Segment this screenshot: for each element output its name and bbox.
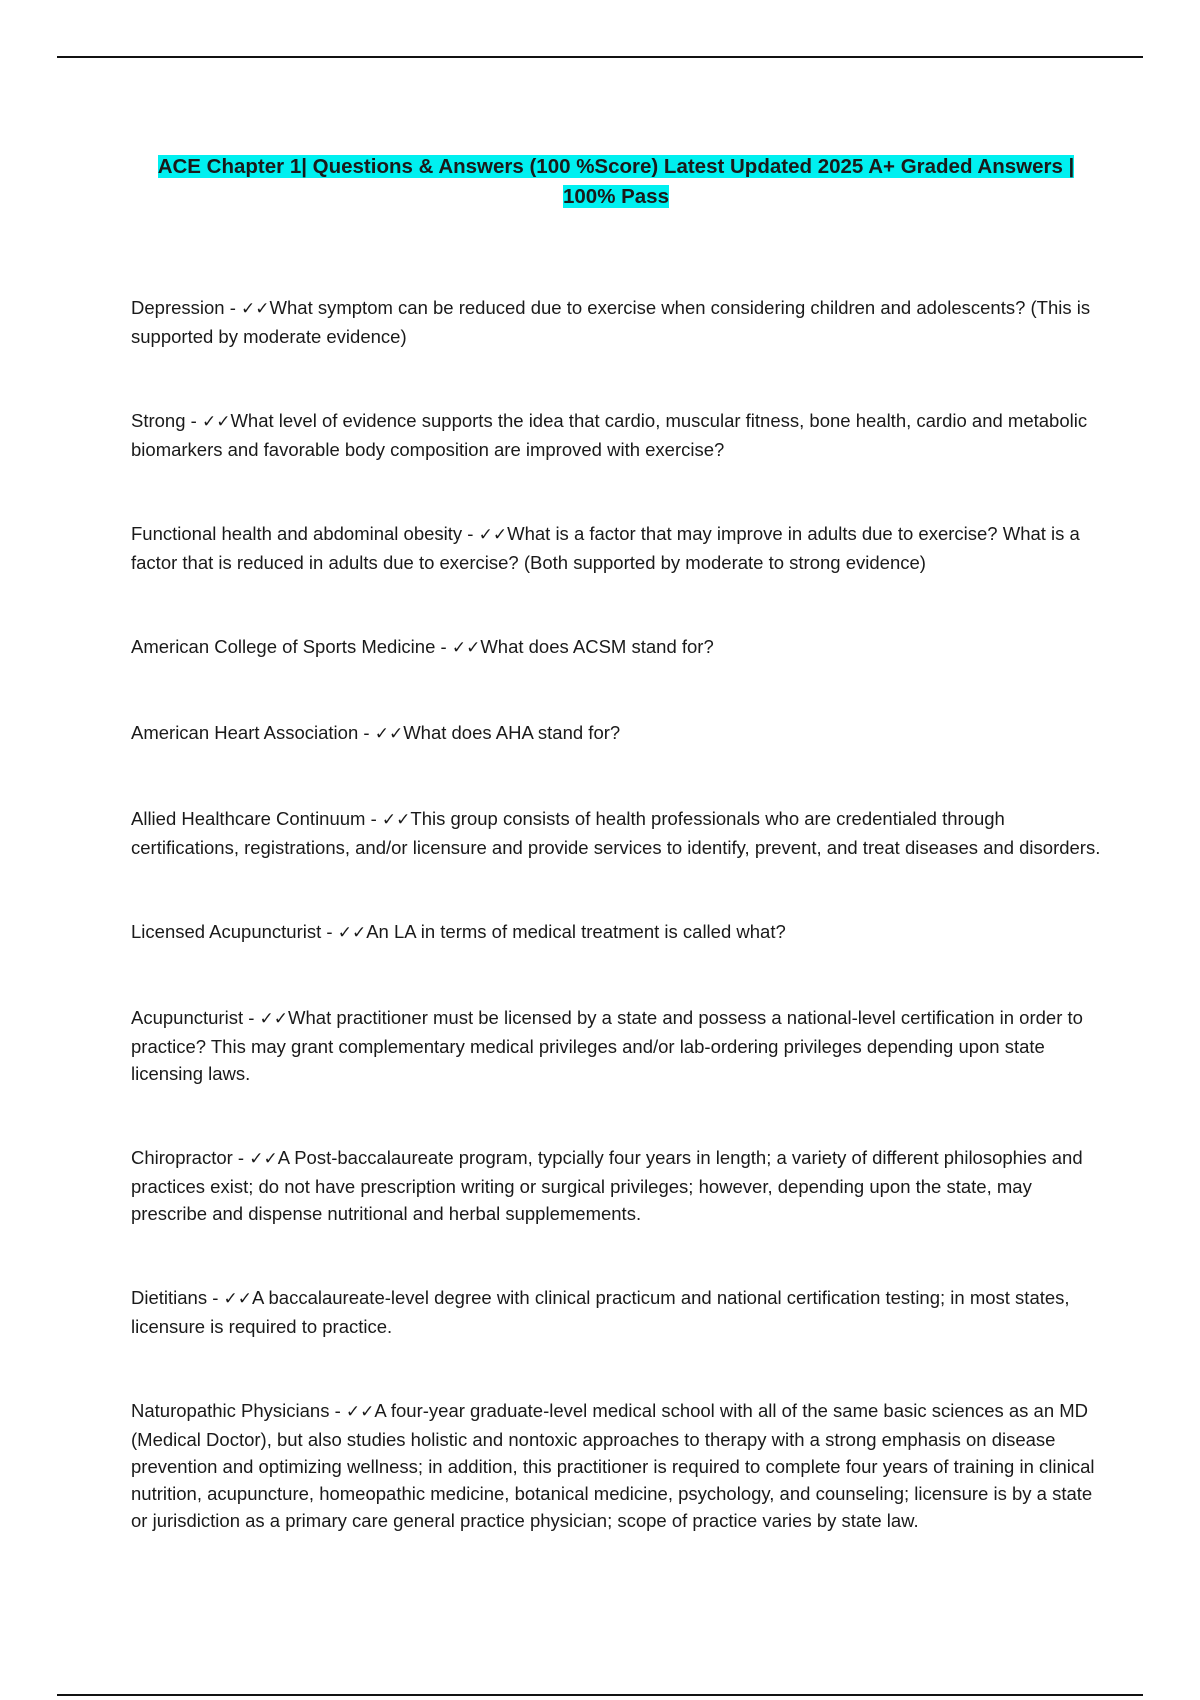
qa-answer: Depression [131, 297, 225, 318]
bottom-rule [57, 1694, 1143, 1696]
qa-item [131, 719, 1106, 748]
qa-separator: - [321, 921, 338, 942]
qa-answer: Allied Healthcare Continuum [131, 808, 366, 829]
checkmark-icon: ✓✓ [337, 923, 367, 943]
qa-question: What symptom can be reduced due to exercise when considering children and adolescents? (This is supported by moderate evidence) [131, 297, 1091, 347]
qa-item [131, 805, 1106, 861]
qa-separator: - [365, 808, 382, 829]
qa-separator: - [329, 1400, 346, 1421]
checkmark-icon: ✓✓ [223, 1289, 253, 1309]
qa-separator: - [207, 1287, 224, 1308]
qa-answer: Strong [131, 410, 186, 431]
checkmark-icon: ✓✓ [201, 412, 231, 432]
qa-item [131, 1004, 1106, 1087]
checkmark-icon: ✓✓ [259, 1009, 289, 1029]
qa-question: A four-year graduate-level medical school with all of the same basic sciences as an MD (Medical Doctor), but also studies holistic and nontoxic approaches to therapy with a strong emphasis on disease prevention and optimizing wellness; in addition, this practitioner is required to complete four years of training in clinical nutrition, acupuncture, homeopathic medicine, botanical medicine, psychology, and counseling; licensure is by a state or jurisdiction as a primary care general practice physician; scope of practice varies by state law. [131, 1400, 1095, 1531]
qa-answer: Licensed Acupuncturist [131, 921, 322, 942]
qa-separator: - [185, 410, 202, 431]
qa-question: This group consists of health professionals who are credentialed through certifications, registrations, and/or licensure and provide services to identify, prevent, and treat diseases and disorders. [131, 808, 1101, 858]
qa-item [131, 294, 1106, 350]
qa-answer: Chiropractor [131, 1147, 233, 1168]
qa-answer: Acupuncturist [131, 1007, 244, 1028]
qa-item [131, 633, 1106, 662]
qa-item [131, 1284, 1106, 1340]
qa-answer: Dietitians [131, 1287, 208, 1308]
qa-question: An LA in terms of medical treatment is called what? [366, 921, 786, 942]
qa-item [131, 407, 1106, 463]
qa-question: A Post-baccalaureate program, typcially four years in length; a variety of different philosophies and practices exist; do not have prescription writing or surgical privileges; however, depending upon the state, may prescribe and dispense nutritional and herbal supplemements. [131, 1147, 1083, 1224]
checkmark-icon: ✓✓ [478, 525, 508, 545]
qa-separator: - [232, 1147, 250, 1168]
qa-item [131, 918, 1106, 947]
qa-question: What is a factor that may improve in adults due to exercise? What is a factor that is reduced in adults due to exercise? (Both supported by moderate to strong evidence) [131, 523, 1080, 573]
top-rule [57, 56, 1143, 58]
qa-question: What practitioner must be licensed by a state and possess a national-level certification in order to practice? This may grant complementary medical privileges and/or lab-ordering privileges depending upon state licensing laws. [131, 1007, 1083, 1084]
checkmark-icon: ✓✓ [381, 810, 411, 830]
qa-item [131, 1144, 1106, 1227]
checkmark-icon: ✓✓ [241, 299, 270, 319]
qa-list [131, 294, 1106, 1534]
qa-answer: American College of Sports Medicine [131, 636, 436, 657]
checkmark-icon: ✓✓ [345, 1402, 375, 1422]
qa-separator: - [243, 1007, 260, 1028]
qa-question: What level of evidence supports the idea that cardio, muscular fitness, bone health, cardio and metabolic biomarkers and favorable body composition are improved with exercise? [131, 410, 1088, 460]
qa-answer: Functional health and abdominal obesity [131, 523, 463, 544]
qa-item [131, 520, 1106, 576]
qa-separator: - [435, 636, 452, 657]
document-title-text: ACE Chapter 1| Questions & Answers (100 %Score) Latest Updated 2025 A+ Graded Answers | 100% Pass [157, 155, 1075, 208]
qa-answer: American Heart Association [131, 722, 359, 743]
qa-item [131, 1397, 1106, 1534]
qa-separator: - [224, 297, 242, 318]
qa-question: What does ACSM stand for? [480, 636, 714, 657]
qa-answer: Naturopathic Physicians [131, 1400, 330, 1421]
checkmark-icon: ✓✓ [249, 1149, 278, 1169]
qa-separator: - [358, 722, 375, 743]
qa-question: What does AHA stand for? [403, 722, 621, 743]
checkmark-icon: ✓✓ [451, 638, 481, 658]
document-title [131, 152, 1101, 212]
checkmark-icon: ✓✓ [374, 724, 404, 744]
qa-separator: - [462, 523, 479, 544]
qa-question: A baccalaureate-level degree with clinical practicum and national certification testing; in most states, licensure is required to practice. [131, 1287, 1070, 1337]
